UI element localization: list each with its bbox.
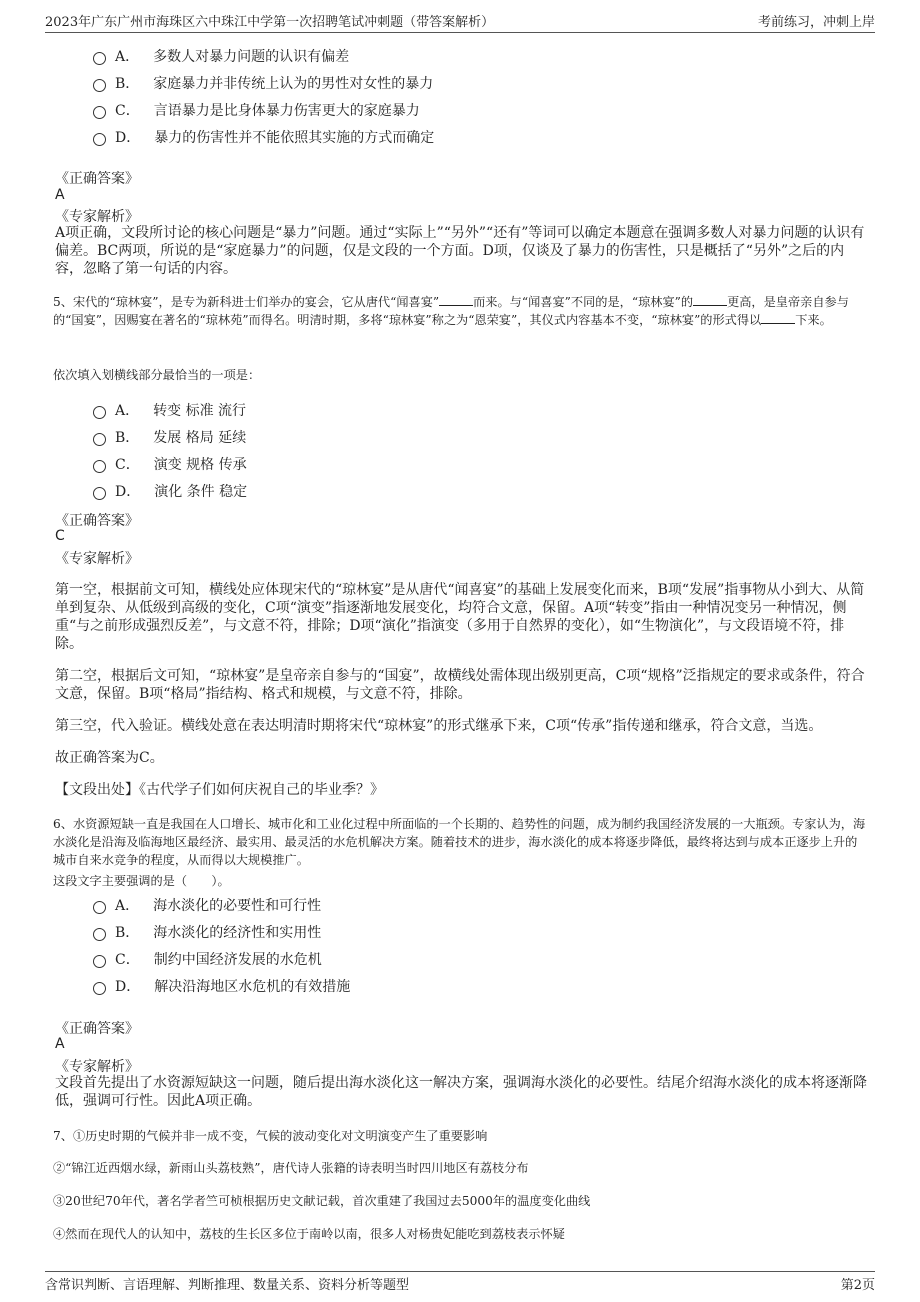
q6-option-a[interactable]: A． 海水淡化的必要性和可行性: [93, 895, 321, 915]
q7-line-4: ④然而在现代人的认知中，荔枝的生长区多位于南岭以南，很多人对杨贵妃能吃到荔枝表示怀疑: [53, 1227, 565, 1241]
q5-option-c[interactable]: C． 演变 规格 传承: [93, 454, 247, 474]
radio-icon[interactable]: [93, 487, 106, 500]
q5-stem: 5、宋代的“琼林宴”，是专为新科进士们举办的宴会，它从唐代“闻喜宴” 而来。与“闻喜宴”不同的是，“琼林宴”的 更高，是皇帝亲自参与的“国宴”，因赐宴在著名的“琼林苑”而得名。明清时期，多将“琼林宴”称之为“恩荣宴”，其仪式内容基本不变，“琼林宴”的形式得以 下来。: [53, 295, 849, 327]
radio-icon[interactable]: [93, 460, 106, 473]
q5-analysis-label: 《专家解析》: [55, 551, 139, 567]
q4-answer-label: 《正确答案》: [55, 171, 139, 187]
q5-analysis-p1: 第一空，根据前文可知，横线处应体现宋代的“琼林宴”是从唐代“闻喜宴”的基础上发展变化而来，B项“发展”指事物从小到大、从简单到复杂、从低级到高级的变化，C项“演变”指逐渐地发展变化，均符合文意，保留。A项“转变”指由一种情况变另一种情况，侧重“与之前形成强烈反差”，与文意不符，排除；D项“演化”指演变（多用于自然界的变化），如“生物演化”，与文段语境不符，排除。: [55, 582, 865, 652]
q6-option-c[interactable]: C． 制约中国经济发展的水危机: [93, 949, 322, 969]
document-title: 2023年广东广州市海珠区六中珠江中学第一次招聘笔试冲刺题（带答案解析）: [45, 15, 495, 30]
page-footer: [45, 1271, 875, 1296]
radio-icon[interactable]: [93, 133, 106, 146]
q5-prompt: 依次填入划横线部分最恰当的一项是：: [53, 368, 261, 382]
q5-answer-label: 《正确答案》: [55, 513, 139, 529]
q5-option-b[interactable]: B． 发展 格局 延续: [93, 427, 246, 447]
radio-icon[interactable]: [93, 955, 106, 968]
q4-analysis-label: 《专家解析》: [55, 209, 139, 225]
q4-answer: A: [55, 187, 65, 203]
q5-analysis-p3: 第三空，代入验证。横线处意在表达明清时期将宋代“琼林宴”的形式继承下来，C项“传承”指传递和继承，符合文意，当选。: [55, 718, 823, 734]
q6-option-d[interactable]: D． 解决沿海地区水危机的有效措施: [93, 976, 350, 996]
radio-icon[interactable]: [93, 79, 106, 92]
page-number: 第2页: [840, 1278, 875, 1293]
q4-option-a[interactable]: A． 多数人对暴力问题的认识有偏差: [93, 46, 349, 66]
q7-line-1: 7、①历史时期的气候并非一成不变，气候的波动变化对文明演变产生了重要影响: [53, 1129, 488, 1143]
q4-option-b[interactable]: B． 家庭暴力并非传统上认为的男性对女性的暴力: [93, 73, 433, 93]
q5-source: 【文段出处】《古代学子们如何庆祝自己的毕业季？》: [55, 782, 384, 798]
q5-analysis-p2: 第二空，根据后文可知，“琼林宴”是皇帝亲自参与的“国宴”，故横线处需体现出级别更高，C项“规格”泛指规定的要求或条件，符合文意，保留。B项“格局”指结构、格式和规模，与文意不符，排除。: [55, 668, 865, 702]
q5-answer: C: [55, 528, 65, 544]
q7-line-3: ③20世纪70年代，著名学者竺可桢根据历史文献记载，首次重建了我国过去5000年的温度变化曲线: [53, 1194, 591, 1208]
q6-stem: 6、水资源短缺一直是我国在人口增长、城市化和工业化过程中所面临的一个长期的、趋势性的问题，成为制约我国经济发展的一大瓶颈。专家认为，海水淡化是沿海及临海地区最经济、最实用、最灵活的水危机解决方案。随着技术的进步，海水淡化的成本将逐步降低，最终将达到与成本正逐步上升的城市自来水竞争的程度，从而得以大规模推广。: [53, 817, 866, 867]
header-slogan: 考前练习，冲刺上岸: [757, 15, 875, 30]
q4-analysis: A项正确，文段所讨论的核心问题是“暴力”问题。通过“实际上”“另外”“还有”等词可以确定本题意在强调多数人对暴力问题的认识有偏差。BC两项，所说的是“家庭暴力”的问题，仅是文段的一个方面。D项，仅谈及了暴力的伤害性，只是概括了“另外”之后的内容，忽略了第一句话的内容。: [55, 225, 865, 277]
q4-option-d[interactable]: D． 暴力的伤害性并不能依照其实施的方式而确定: [93, 127, 434, 147]
radio-icon[interactable]: [93, 901, 106, 914]
q5-option-a[interactable]: A． 转变 标准 流行: [93, 400, 246, 420]
q5-option-d[interactable]: D． 演化 条件 稳定: [93, 481, 247, 501]
fill-blank: [693, 293, 727, 306]
q6-analysis: 文段首先提出了水资源短缺这一问题，随后提出海水淡化这一解决方案，强调海水淡化的必要性。结尾介绍海水淡化的成本将逐渐降低，强调可行性。因此A项正确。: [55, 1075, 867, 1109]
q7-line-2: ②“锦江近西烟水绿，新雨山头荔枝熟”，唐代诗人张籍的诗表明当时四川地区有荔枝分布: [53, 1161, 529, 1175]
q6-prompt: 这段文字主要强调的是（ ）。: [53, 874, 230, 888]
q6-answer-label: 《正确答案》: [55, 1021, 139, 1037]
radio-icon[interactable]: [93, 106, 106, 119]
q4-option-c[interactable]: C． 言语暴力是比身体暴力伤害更大的家庭暴力: [93, 100, 420, 120]
footer-topics: 含常识判断、言语理解、判断推理、数量关系、资料分析等题型: [45, 1278, 410, 1293]
fill-blank: [439, 293, 473, 306]
q5-analysis-p4: 故正确答案为C。: [55, 750, 164, 766]
radio-icon[interactable]: [93, 433, 106, 446]
radio-icon[interactable]: [93, 982, 106, 995]
radio-icon[interactable]: [93, 406, 106, 419]
radio-icon[interactable]: [93, 52, 106, 65]
radio-icon[interactable]: [93, 928, 106, 941]
fill-blank: [761, 311, 795, 324]
q6-option-b[interactable]: B． 海水淡化的经济性和实用性: [93, 922, 321, 942]
q6-answer: A: [55, 1036, 65, 1052]
q6-analysis-label: 《专家解析》: [55, 1059, 139, 1075]
page-header: [45, 8, 875, 33]
